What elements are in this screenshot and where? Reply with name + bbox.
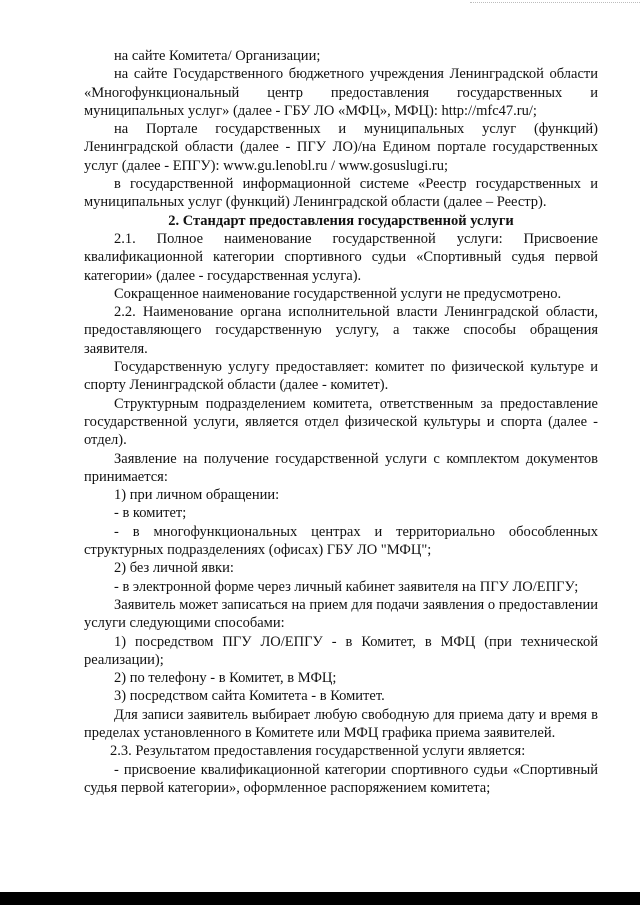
paragraph: Структурным подразделением комитета, ответственным за предоставление государственной услуги, является отдел физической культуры и спорта (далее - отдел). [84,395,598,449]
paragraph: - в комитет; [114,505,187,522]
paragraph: 2.1. Полное наименование государственной услуги: Присвоение квалификационной категории спортивного судьи «Спортивный судья первой категории» (далее - государственная услуга). [84,230,598,284]
paragraph: 2) без личной явки: [114,560,234,577]
paragraph: Заявление на получение государственной услуги с комплектом документов принимается: [84,450,598,485]
scan-bottom-edge [0,892,640,905]
section-heading: 2. Стандарт предоставления государственной услуги [168,212,514,229]
paragraph: 3) посредством сайта Комитета - в Комитет. [114,688,385,705]
paragraph: на сайте Комитета/ Организации; [114,48,321,64]
document-text [84,47,598,797]
paragraph: 2.3. Результатом предоставления государственной услуги является: [110,743,526,760]
paragraph: 2) по телефону - в Комитет, в МФЦ; [114,670,337,687]
paragraph: - присвоение квалификационной категории спортивного судьи «Спортивный судья первой категории», оформленное распоряжением комитета; [84,761,598,796]
paragraph: - в многофункциональных центрах и территориально обособленных структурных подразделениях (офисах) ГБУ ЛО "МФЦ"; [84,523,598,559]
paragraph: Для записи заявитель выбирает любую свободную для приема дату и время в пределах установленного в Комитете или МФЦ графика приема заявителей. [84,706,598,741]
paragraph: в государственной информационной системе «Реестр государственных и муниципальных услуг (функций) Ленинградской области (далее – Реестр). [84,176,598,211]
paragraph: 1) при личном обращении: [114,487,280,504]
paragraph: 2.2. Наименование органа исполнительной власти Ленинградской области, предоставляющего государственную услугу, а также способы обращения заявителя. [84,304,598,357]
paragraph: на сайте Государственного бюджетного учреждения Ленинградской области «Многофункциональный центр предоставления государственных и муниципальных услуг» (далее - ГБУ ЛО «МФЦ», МФЦ): http://mfc47.ru/; [84,66,598,119]
scan-edge-mark [470,2,640,4]
paragraph: на Портале государственных и муниципальных услуг (функций) Ленинградской области (далее - ПГУ ЛО)/на Едином портале государственных услуг (далее - ЕПГУ): www.gu.lenobl.ru / www.gosuslugi.ru; [84,121,598,174]
paragraph: 1) посредством ПГУ ЛО/ЕПГУ - в Комитет, в МФЦ (при технической реализации); [84,633,598,668]
paragraph: Государственную услугу предоставляет: комитет по физической культуре и спорту Ленинградской области (далее - комитет). [84,359,598,394]
paragraph: - в электронной форме через личный кабинет заявителя на ПГУ ЛО/ЕПГУ; [114,578,579,595]
paragraph: Заявитель может записаться на прием для подачи заявления о предоставлении услуги следующими способами: [84,596,598,632]
paragraph: Сокращенное наименование государственной услуги не предусмотрено. [114,285,562,302]
